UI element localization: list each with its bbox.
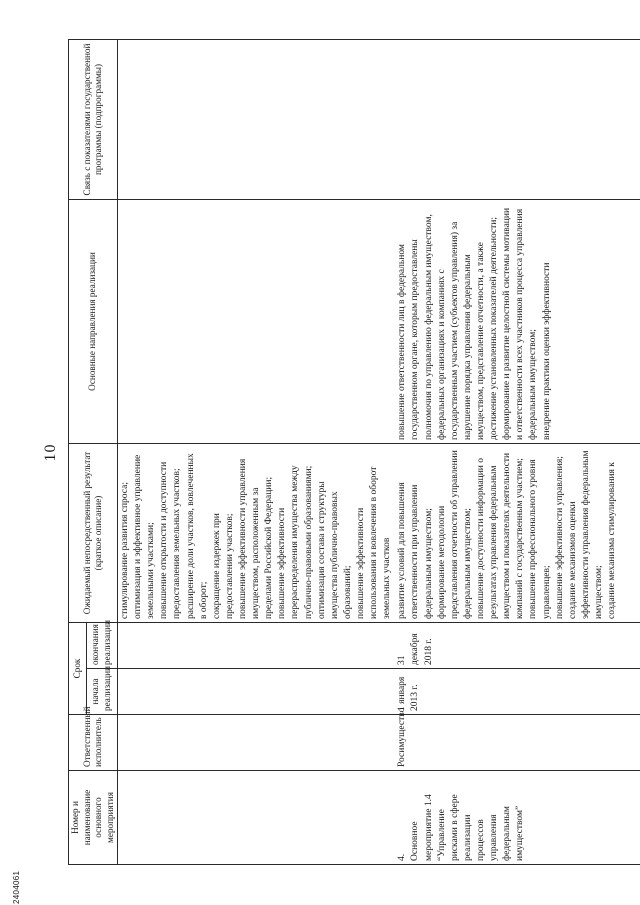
cell-measure-directions bbox=[395, 200, 640, 444]
result-line: оптимизация состава и структуры имущества публично-правовых образований; bbox=[316, 481, 353, 619]
result-line: повышение доступности информации о результатах управления федеральным имуществом и показателях деятельности компаний с государственным участием; bbox=[475, 452, 526, 619]
result-line: развитие условий для повышения ответственности при управлении федеральным имуществом; bbox=[397, 482, 434, 619]
result-line: повышение открытости и доступности предоставления земельных участков; bbox=[159, 461, 183, 619]
header-number-name: Номер и наименование основного мероприятия bbox=[69, 771, 118, 865]
header-term-start: начала реализации bbox=[86, 669, 117, 715]
result-line: стимулирование развития спроса; bbox=[120, 482, 130, 619]
page-number: 10 bbox=[42, 443, 59, 462]
rotated-page-content bbox=[40, 40, 620, 865]
header-row-1 bbox=[69, 40, 87, 865]
cell-continuation-result bbox=[118, 444, 396, 623]
header-term-end: окончания реализации bbox=[86, 623, 117, 669]
cell-measure-result bbox=[395, 444, 640, 623]
cell-empty bbox=[118, 669, 396, 715]
cell-measure-name bbox=[395, 771, 640, 865]
measure-name: Основное мероприятие 1.4 “Управление рисками в сфере реализации процессов управления федеральным имуществом” bbox=[410, 794, 526, 861]
header-responsible: Ответственный исполнитель bbox=[69, 715, 118, 771]
document-code-text: 2404061 bbox=[12, 870, 21, 904]
cell-start-date: 1 января 2013 г. bbox=[395, 669, 640, 715]
result-line: создание механизма стимулирования к bbox=[607, 462, 618, 619]
document-code bbox=[12, 868, 42, 904]
header-relation: Связь с показателями государственной программы (подпрограммы) bbox=[69, 40, 118, 200]
cell-responsible: Росимущество bbox=[395, 715, 640, 771]
result-line: повышение эффективности управления; bbox=[554, 456, 565, 619]
cell-empty bbox=[118, 200, 396, 444]
header-term: Срок bbox=[69, 623, 87, 715]
measure-number: 4. bbox=[397, 853, 408, 861]
cell-measure-relation bbox=[395, 40, 640, 200]
result-line: повышение профессионального уровня управленцев; bbox=[528, 459, 552, 619]
cell-empty bbox=[118, 771, 396, 865]
header-result: Ожидаемый непосредственный результат (краткое описание) bbox=[69, 444, 118, 623]
result-line: расширение доли участков, вовлеченных в оборот; bbox=[185, 453, 209, 619]
direction-line: повышение ответственности лиц в федеральном государственном органе, которым предоставлены полномочия по управлению федеральным имуществом, федеральных организациях и компаниях с государственным участием (субъектов управления) за нарушение порядка управления федеральным имуществом, представление отчетности, а также достижение установленных показателей деятельности; bbox=[397, 214, 500, 440]
result-line: сокращение издержек при предоставлении участков; bbox=[211, 513, 235, 619]
cell-end-date: 31 декабря 2018 г. bbox=[395, 623, 640, 669]
result-line: повышение эффективности перераспределения имущества между публично-правовыми образованиями; bbox=[277, 465, 314, 619]
cell-empty bbox=[118, 715, 396, 771]
direction-line: формирование и развитие целостной системы мотивации и ответственности всех участников процесса управления федеральным имуществом; bbox=[502, 207, 539, 440]
header-directions: Основные направления реализации bbox=[69, 200, 118, 444]
cell-empty bbox=[118, 40, 396, 200]
result-line: создание механизмов оценки эффективности управления федеральным имуществом; bbox=[567, 450, 604, 619]
result-line: оптимизация и эффективное управление земельными участками; bbox=[133, 454, 157, 619]
measures-table bbox=[68, 39, 640, 865]
direction-line: внедрение практики оценки эффективности bbox=[541, 262, 552, 440]
result-line: формирование методологии представления отчетности об управлении федеральным имуществом; bbox=[436, 450, 473, 619]
table-row-measure-4 bbox=[395, 40, 640, 865]
table-row-continuation bbox=[118, 40, 396, 865]
result-line: повышение эффективности использования и вовлечения в оборот земельных участков bbox=[355, 466, 393, 619]
result-line: повышение эффективности управления имуществом, расположенным за пределами Российской Федерации; bbox=[237, 458, 275, 619]
cell-empty bbox=[118, 623, 396, 669]
